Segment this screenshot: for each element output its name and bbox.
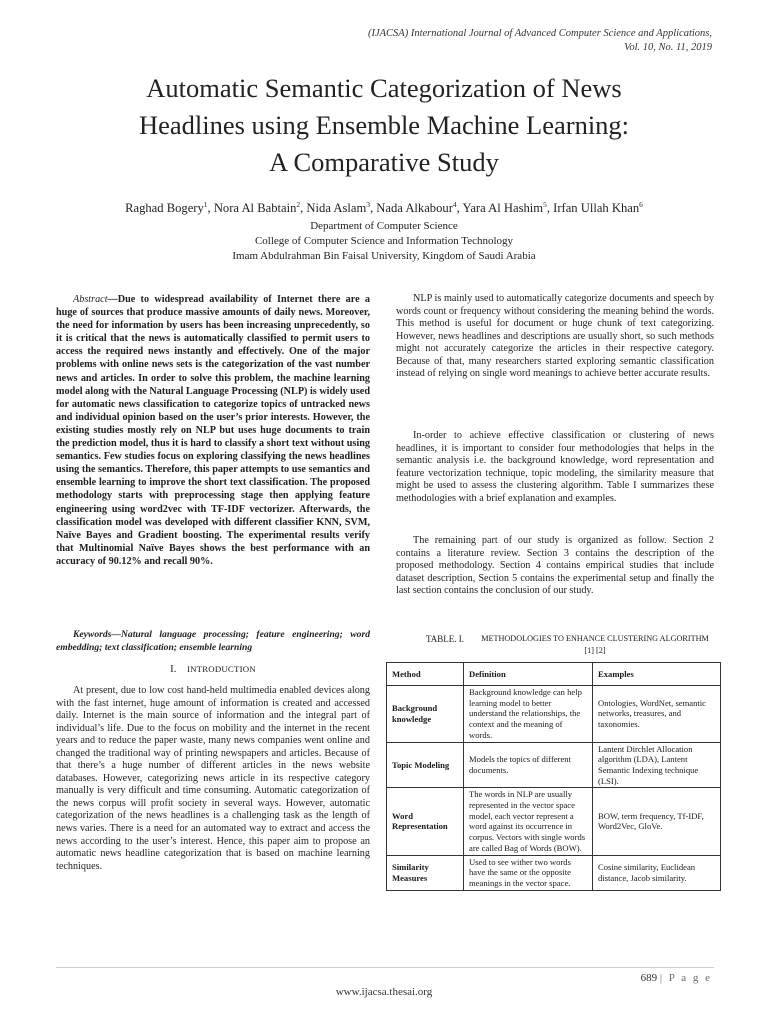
author-name: Irfan Ullah Khan [553, 201, 640, 216]
keywords [56, 629, 370, 654]
journal-volume: Vol. 10, No. 11, 2019 [624, 42, 712, 53]
method-cell: Word Representation [387, 788, 464, 855]
examples-cell: BOW, term frequency, Tf-IDF, Word2Vec, GloVe. [593, 788, 721, 855]
author-name: Yara Al Hashim [462, 201, 544, 216]
examples-cell: Lantent Dirchlet Allocation algorithm (LDA), Lantent Semantic Indexing technique (LSI). [593, 742, 721, 788]
section-title: INTRODUCTION [186, 664, 256, 674]
abstract [56, 293, 370, 568]
definition-cell: Models the topics of different documents. [464, 742, 593, 788]
author-list: Raghad Bogery$^1$, Nora Al Babtain$^2$, Nida Aslam$^3$, Nada Alkabour$^4$, Yara Al Hashim$^5$, Irfan Ullah Khan$^6$ [125, 200, 643, 216]
footer-divider [56, 967, 714, 968]
abstract-text: —Due to widespread availability of Internet there are a huge of sources that produce massive amounts of daily news. Moreover, the need for information by users has been increasing unprecedently, so it is critical that the news is automatically classified to permit users to access the required news instantly and effectively. One of the major problems with online news sets is the categorization of the vast number news and articles. In order to solve this problem, the machine learning model along with the Natural Language Processing (NLP) is widely used for automatic news classification to categorize topics of untracked news and individual opinion based on the user’s prior interests. However, the existing studies mostly rely on NLP but uses huge documents to train the prediction model, thus it is hard to classify a short text without using semantics. Few studies focus on exploring classifying the news headlines using the semantics. Therefore, this paper attempts to use semantics and ensemble learning to improve the short text classification. The proposed methodology starts with preprocessing stage then applying feature engineering using word2vec with TF-IDF vectorizer. Afterwards, the classification model was developed with different classifier KNN, SVM, Naïve Bayes and Gradient boosting. The experimental results verify that Multinomial Naïve Bayes shows the best performance with an accuracy of 90.12% and recall 90%. [56, 294, 370, 567]
table-title: METHODOLOGIES TO ENHANCE CLUSTERING ALGORITHM [1] [2] [481, 634, 709, 655]
method-cell: Topic Modeling [387, 742, 464, 788]
author-affil-mark: 5 [543, 200, 547, 209]
affiliation-college: College of Computer Science and Information Technology [254, 235, 514, 247]
method-cell: Background knowledge [387, 686, 464, 743]
table-caption [396, 633, 714, 657]
examples-cell: Cosine similarity, Euclidean distance, Jacob similarity. [593, 855, 721, 890]
keywords-text: Keywords—Natural language processing; feature engineering; word embedding; text classification; ensemble learning [56, 629, 370, 653]
table-number: TABLE. I. [426, 634, 465, 644]
table-row [387, 686, 721, 743]
author-name: Nora Al Babtain [213, 201, 297, 216]
table-header-row [387, 663, 721, 686]
examples-cell: Ontologies, WordNet, semantic networks, treasures, and taxonomies. [593, 686, 721, 743]
methodologies-table [386, 662, 721, 891]
page-number [641, 972, 712, 984]
title-line: Headlines using Ensemble Machine Learning: [138, 110, 630, 140]
intro-paragraph: At present, due to low cost hand-held multimedia enabled devices along with the fast internet, huge amount of information is created and accessed daily. Internet is the main source of information and the integral part of individual’s life. Due to the focus on mobility and the internet in the recent years and to reduce the paper waste, many news companies went online and changed the traditional way of printing newspapers and articles. Because of that there’s a huge number of different articles in the news website databases. However, categorizing news article in its respective category manually is very difficult and time consuming. Automatic categorization of the news corpus will profit society in several ways. However, automatic categorization of the news headlines is a challenging task as the length of news varies. There is a need for an automated way to extract and access the news according to the user’s interest. Hence, this paper aim to propose an automatic news headline categorization that is based on machine learning techniques. [56, 685, 370, 872]
affiliation [0, 219, 768, 264]
intro-body [56, 685, 370, 873]
abstract-label: Abstract [73, 294, 108, 305]
method-cell: Similarity Measures [387, 855, 464, 890]
author-affil-mark: 4 [452, 200, 457, 209]
journal-website: www.ijacsa.thesai.org [335, 986, 433, 998]
title-line: Automatic Semantic Categorization of News [146, 73, 622, 103]
section-number: I. [170, 664, 177, 675]
section-heading [56, 664, 370, 675]
page-label: | P a g e [659, 972, 712, 984]
paragraph-text: NLP is mainly used to automatically categorize documents and speech by words count or frequency without considering the meaning behind the words. This method is useful for document or huge chunk of text categorizing. However, news headlines and descriptions are usually short, so such methods might not accurately categorize the articles in their respective category. Because of that, many researchers started exploring semantic classification instead of relying on single word meanings to achieve better accurate results. [396, 293, 714, 380]
affiliation-dept: Department of Computer Science [310, 220, 458, 232]
table-row [387, 788, 721, 855]
body-paragraph [396, 293, 714, 381]
title-line: A Comparative Study [269, 147, 499, 177]
author-name: Nada Alkabour [376, 201, 453, 216]
paragraph-text: The remaining part of our study is organized as follow. Section 2 contains a literature review. Section 3 contains the description of the proposed methodology. Section 4 contains empirical studies that include dataset description, Section 5 contains the experimental setup and finally the last section contains the conclusion of our study. [396, 535, 714, 597]
table-header-cell: Definition [464, 663, 593, 686]
table-row [387, 855, 721, 890]
page-number-value: 689 [640, 972, 658, 984]
body-paragraph [396, 430, 714, 505]
journal-header [368, 27, 712, 55]
body-paragraph [396, 535, 714, 598]
author-name: Raghad Bogery [125, 201, 204, 216]
paper-title [0, 70, 768, 181]
affiliation-university: Imam Abdulrahman Bin Faisal University, Kingdom of Saudi Arabia [232, 250, 536, 262]
definition-cell: Background knowledge can help learning model to better understand the relationships, the context and the meaning of words. [464, 686, 593, 743]
author-affil-mark: 6 [639, 200, 643, 209]
table-header-cell: Method [387, 663, 464, 686]
author-affil-mark: 3 [366, 200, 370, 209]
definition-cell: The words in NLP are usually represented in the vector space model, each vector represent a word against its occurrence in corpus. Vectors with single words are called Bag of Words (BOW). [464, 788, 593, 855]
author-name: Nida Aslam [306, 201, 367, 216]
table-header-cell: Examples [593, 663, 721, 686]
table-row [387, 742, 721, 788]
definition-cell: Used to see wither two words have the same or the opposite meanings in the vector space. [464, 855, 593, 890]
author-affil-mark: 1 [203, 200, 208, 209]
paragraph-text: In-order to achieve effective classification or clustering of news headlines, it is important to consider four methodologies that helps in the semantic analysis i.e. the background knowledge, word representation and feature vectorization technique, topic modeling, the similarity measure that might be used to assess the clustering algorithm. Table I summarizes these methodologies with a brief explanation and examples. [396, 430, 714, 504]
journal-name: (IJACSA) International Journal of Advanced Computer Science and Applications, [367, 28, 712, 39]
author-affil-mark: 2 [296, 200, 301, 209]
